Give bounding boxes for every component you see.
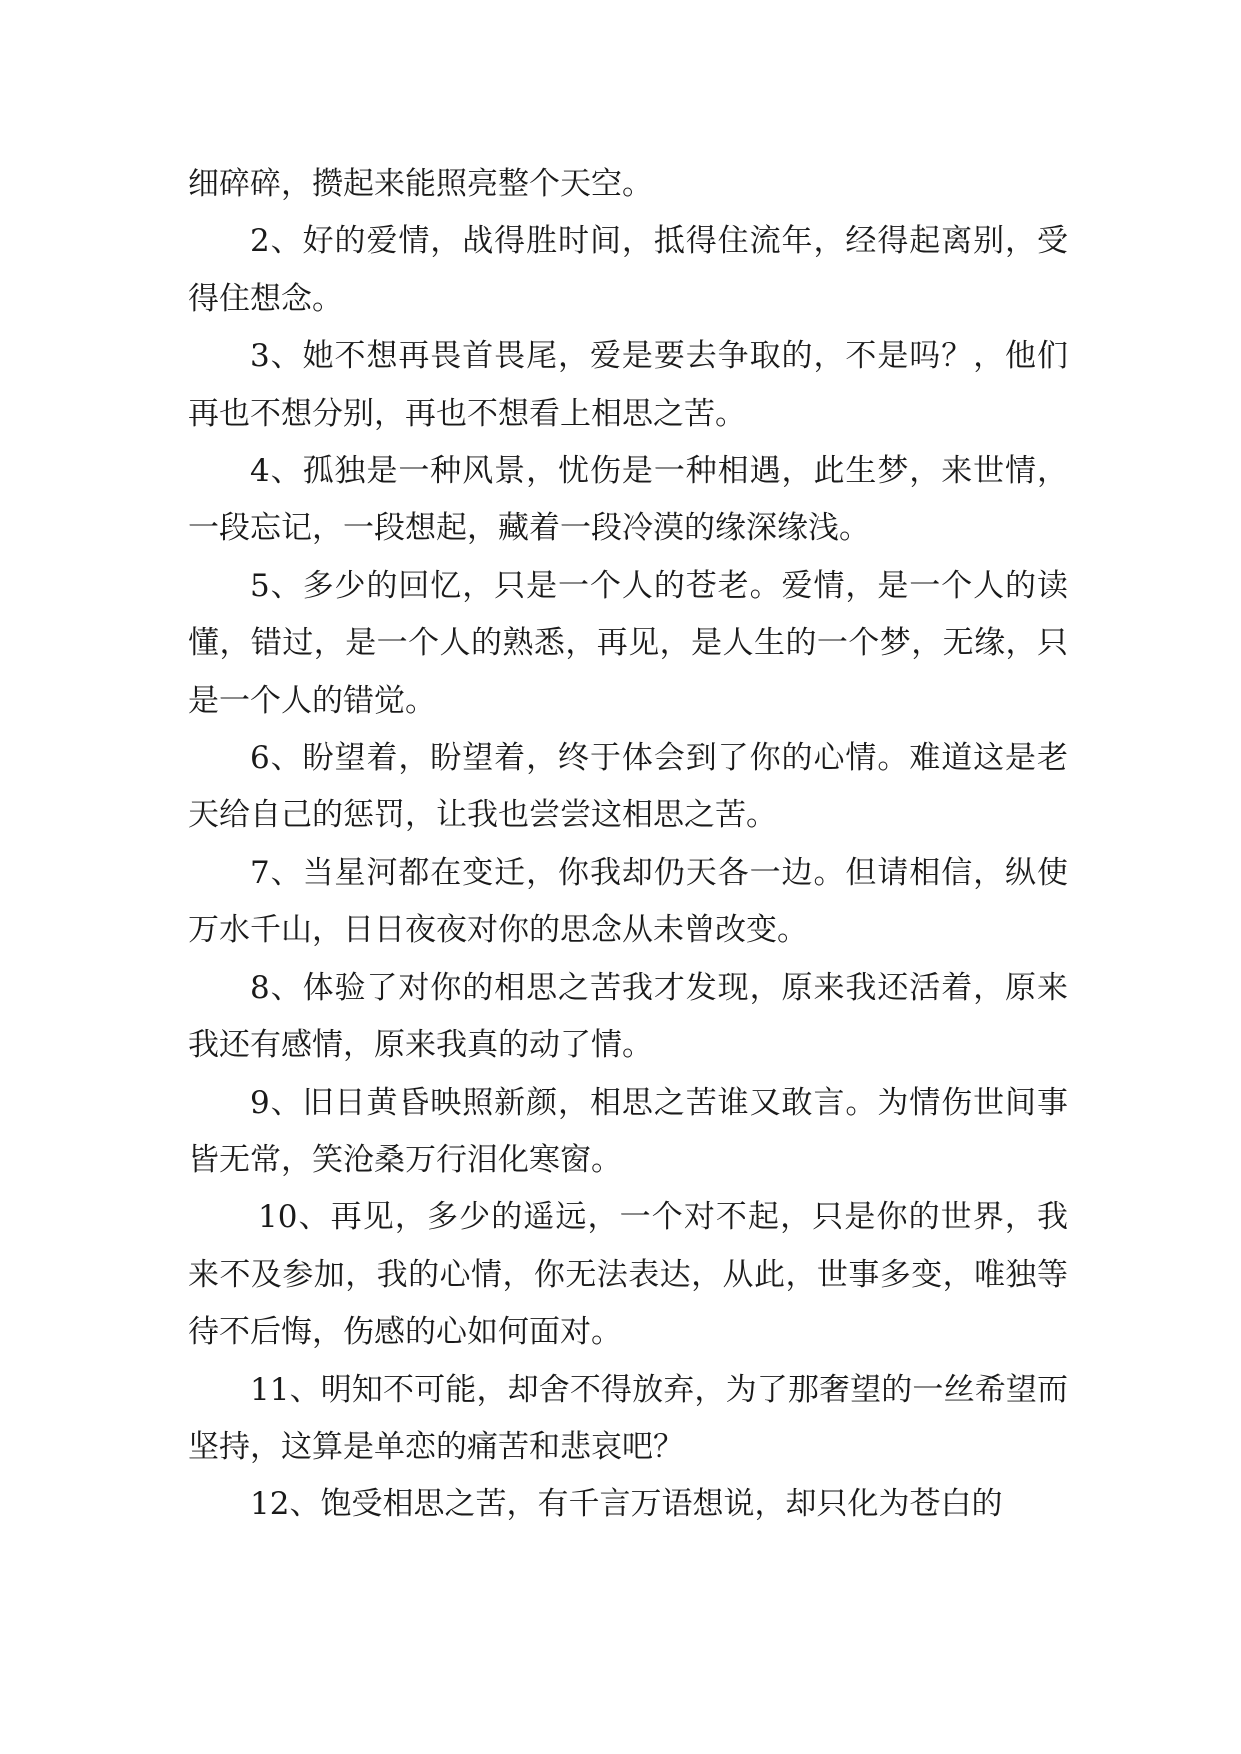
paragraph-5: 5、多少的回忆，只是一个人的苍老。爱情，是一个人的读懂，错过，是一个人的熟悉，再见，是人生的一个梦，无缘，只是一个人的错觉。 [188, 567, 1068, 719]
paragraph-9: 9、旧日黄昏映照新颜，相思之苦谁又敢言。为情伤世间事皆无常，笑沧桑万行泪化寒窗。 [188, 1084, 1068, 1178]
paragraph-12: 12、饱受相思之苦，有千言万语想说，却只化为苍白的 [250, 1486, 1003, 1523]
paragraph-8: 8、体验了对你的相思之苦我才发现，原来我还活着，原来我还有感情，原来我真的动了情。 [188, 969, 1068, 1064]
paragraph-11: 11、明知不可能，却舍不得放弃，为了那奢望的一丝希望而坚持，这算是单恋的痛苦和悲哀吧？ [188, 1371, 1068, 1465]
paragraph-3: 3、她不想再畏首畏尾，爱是要去争取的，不是吗？，他们再也不想分别，再也不想看上相思之苦。 [188, 338, 1068, 432]
paragraph-4: 4、孤独是一种风景，忧伤是一种相遇，此生梦，来世情，一段忘记，一段想起，藏着一段冷漠的缘深缘浅。 [188, 453, 1068, 547]
paragraph-10: 10、再见，多少的遥远，一个对不起，只是你的世界，我来不及参加，我的心情，你无法表达，从此，世事多变，唯独等待不后悔，伤感的心如何面对。 [188, 1199, 1068, 1351]
paragraph-6: 6、盼望着，盼望着，终于体会到了你的心情。难道这是老天给自己的惩罚，让我也尝尝这相思之苦。 [188, 740, 1068, 834]
paragraph-2: 2、好的爱情，战得胜时间，抵得住流年，经得起离别，受得住想念。 [188, 223, 1068, 317]
paragraph-7: 7、当星河都在变迁，你我却仍天各一边。但请相信，纵使万水千山，日日夜夜对你的思念从未曾改变。 [188, 854, 1068, 949]
document-body [188, 156, 1068, 1534]
continuation-paragraph: 细碎碎，攒起来能照亮整个天空。 [188, 166, 653, 202]
